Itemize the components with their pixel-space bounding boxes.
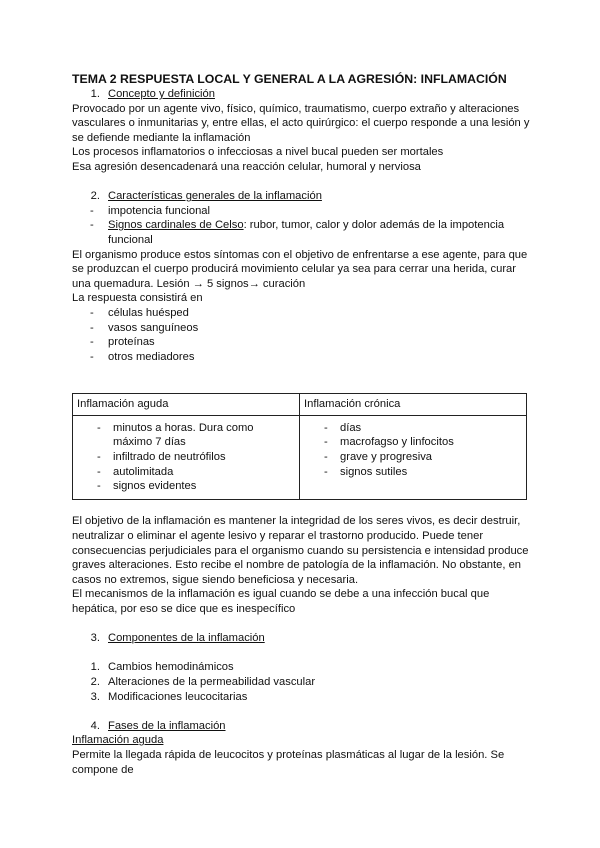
list-item [77,465,295,480]
section-1-paragraph-1: Provocado por un agente vivo, físico, químico, traumatismo, cuerpo extraño y alteraciones vasculares o inmunitarias y, entre ellas, el acto quirúrgico: el cuerpo responde a una lesión y se defiende mediante la inflamación [72,102,530,144]
dash-bullet: - [97,421,101,434]
mechanism-paragraph: El mecanismos de la inflamación es igual cuando se debe a una infección bucal que hepática, por eso se dice que es inespecífico [72,588,490,615]
acute-item: minutos a horas. Dura como máximo 7 días [113,421,254,449]
section-1-paragraph-2: Los procesos inflamatorios o infecciosas a nivel bucal pueden ser mortales [72,146,444,159]
section-4-paragraph-1: Permite la llegada rápida de leucocitos y proteínas plasmáticas al lugar de la lesión. Se compone de [72,748,505,776]
section-1-paragraph-3: Esa agresión desencadenará una reacción celular, humoral y nerviosa [72,160,421,173]
dash-bullet: - [324,451,328,464]
list-item [77,450,295,465]
chronic-cell [300,415,527,499]
acute-item: infiltrado de neutrófilos [113,451,226,464]
dash-bullet: - [324,421,328,434]
section-2-paragraph-1: El organismo produce estos síntomas con el objetivo de enfrentarse a ese agente, para que se produzcan el cuerpo producirá movimiento celular ya sea para cerrar una herida, curar una quemadura. Lesión → 5 signos→ curación [72,248,528,290]
list-item [77,479,295,494]
list-item-text: otros mediadores [108,350,195,363]
list-item [72,690,532,705]
list-item [72,675,532,690]
chronic-item: macrofagso y linfocitos [340,436,454,449]
acute-item: signos evidentes [113,480,197,493]
celso-signs-text: : rubor, tumor, calor y dolor además de la impotencia funcional [108,219,505,246]
dash-bullet: - [324,436,328,449]
list-item-text: Cambios hemodinámicos [108,661,234,674]
section-1-number: 1. [90,88,100,100]
table-header-chronic: Inflamación crónica [300,394,527,416]
document-page [72,72,532,777]
table-header-acute: Inflamación aguda [73,394,300,416]
list-item [72,306,532,321]
celso-signs-label: Signos cardinales de Celso [108,219,244,232]
section-4-heading [72,719,532,734]
dash-bullet: - [90,204,94,217]
dash-bullet: - [90,350,94,363]
dash-bullet: - [97,480,101,493]
list-item-text: Alteraciones de la permeabilidad vascular [108,675,316,688]
section-3-title: Componentes de la inflamación [108,632,265,645]
document-title: TEMA 2 RESPUESTA LOCAL Y GENERAL A LA AGRESIÓN: INFLAMACIÓN [72,72,507,86]
list-number: 1. [90,661,100,674]
list-item [304,465,522,480]
list-number: 2. [90,675,100,688]
list-item-text: impotencia funcional [108,204,210,217]
acute-cell [73,415,300,499]
dash-bullet: - [90,219,94,232]
chronic-item: signos sutiles [340,465,408,478]
section-1-title: Concepto y definición [108,88,215,100]
list-item [304,421,522,436]
section-2-paragraph-2: La respuesta consistirá en [72,292,203,305]
list-item [72,350,532,365]
list-item-text: vasos sanguíneos [108,321,199,334]
dash-bullet: - [324,465,328,478]
list-item-text: células huésped [108,306,189,319]
dash-bullet: - [90,336,94,349]
comparison-table [72,393,527,500]
table-row [73,415,527,499]
section-2-number: 2. [90,190,100,203]
section-3-number: 3. [90,632,100,645]
list-item-text [108,218,532,247]
section-4-title: Fases de la inflamación [108,719,226,732]
list-item [72,660,532,675]
objective-paragraph: El objetivo de la inflamación es mantener la integridad de los seres vivos, es decir destruir, neutralizar o eliminar el agente lesivo y reparar el trastorno producido. Puede tener consecuencias perjudiciales para el organismo cuando su persistencia e intensidad produce graves alteraciones. Esto recibe el nombre de patología de la inflamación. No obstante, en casos no extremos, sigue siendo beneficiosa y necesaria. [72,515,529,586]
dash-bullet: - [90,306,94,319]
list-item [72,204,532,219]
list-item [77,421,295,450]
list-item [304,450,522,465]
list-item [72,335,532,350]
section-4-number: 4. [90,719,100,732]
list-item [72,218,532,247]
acute-item: autolimitada [113,465,174,478]
list-item-text: Modificaciones leucocitarias [108,690,248,703]
table-header-row [73,394,527,416]
dash-bullet: - [90,321,94,334]
chronic-item: días [340,421,362,434]
section-2-heading [72,189,532,204]
list-item-text: proteínas [108,336,155,349]
section-1-heading [72,87,532,102]
dash-bullet: - [97,451,101,464]
section-3-heading [72,631,532,646]
list-item [304,435,522,450]
list-number: 3. [90,690,100,703]
acute-inflammation-subheading: Inflamación aguda [72,734,164,747]
chronic-item: grave y progresiva [340,451,433,464]
list-item [72,321,532,336]
dash-bullet: - [97,465,101,478]
section-2-title: Características generales de la inflamación [108,190,322,203]
